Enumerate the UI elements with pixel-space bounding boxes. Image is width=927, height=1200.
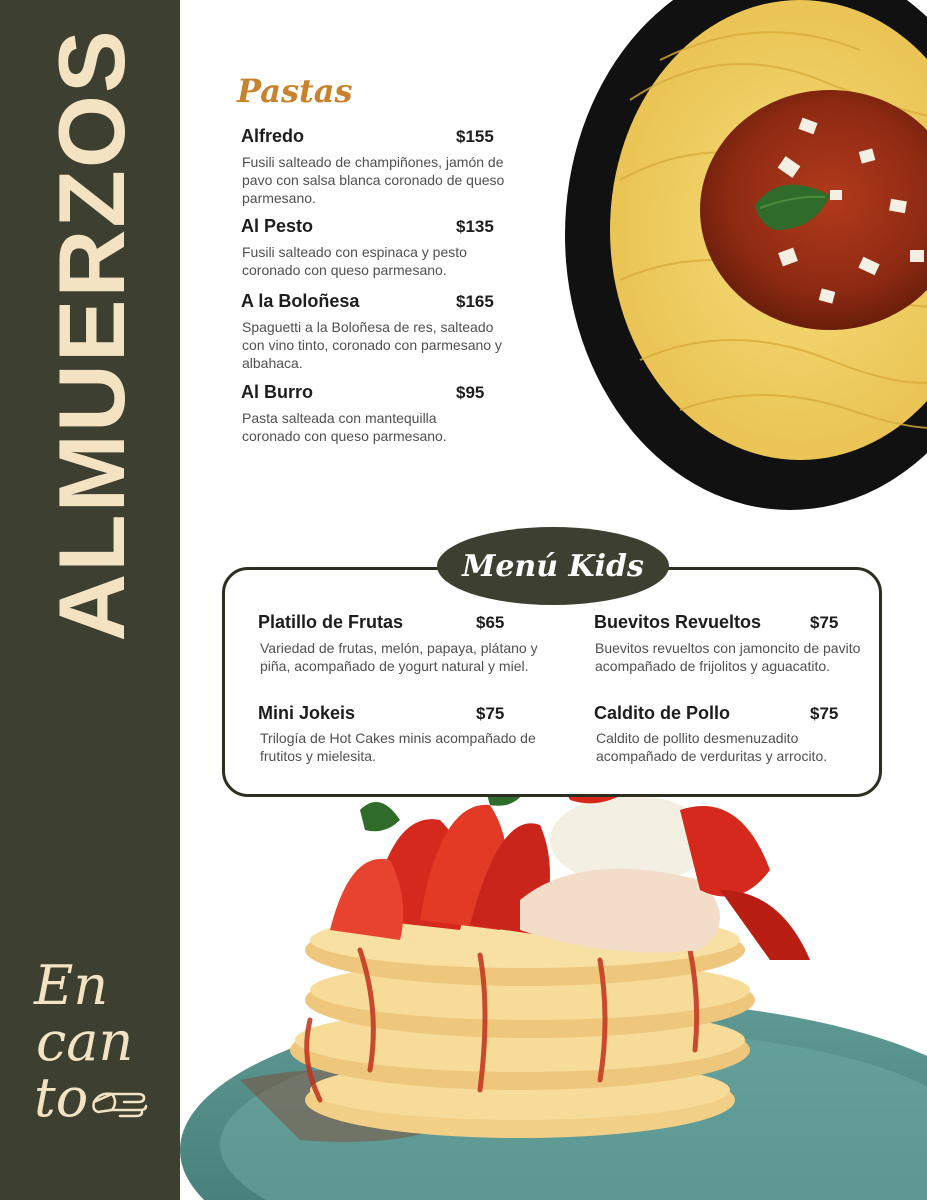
pasta-item-desc: Fusili salteado de champiñones, jamón de pavo con salsa blanca coronado de queso parmesano. xyxy=(242,154,505,206)
pasta-item-name: A la Boloñesa xyxy=(241,291,360,311)
pasta-item-desc: Spaguetti a la Boloñesa de res, salteado con vino tinto, coronado con parmesano y albahaca. xyxy=(242,319,502,371)
kids-item-desc: Caldito de pollito desmenuzadito acompañado de verduritas y arrocito. xyxy=(596,730,828,764)
pasta-item-price: $165 xyxy=(456,292,494,311)
kids-item-price: $65 xyxy=(476,613,505,632)
kids-item-name: Platillo de Frutas xyxy=(258,612,404,632)
pasta-item-price: $95 xyxy=(456,383,485,402)
encanto-logo xyxy=(34,954,164,1148)
pasta-item-name: Al Pesto xyxy=(241,216,314,236)
spaghetti-image xyxy=(560,0,927,510)
kids-item-desc: Buevitos revueltos con jamoncito de pavito acompañado de frijolitos y aguacatito. xyxy=(595,640,861,674)
logo-line-1: En xyxy=(34,954,109,1017)
kids-item-name: Caldito de Pollo xyxy=(594,703,731,723)
pancakes-image xyxy=(180,750,927,1200)
kids-menu-badge xyxy=(437,527,669,605)
pastas-section-title: Pastas xyxy=(237,72,353,110)
pasta-item-desc: Pasta salteada con mantequilla coronado con queso parmesano. xyxy=(242,410,447,444)
sidebar xyxy=(0,0,180,1200)
logo-line-3: to xyxy=(34,1066,89,1129)
hand-icon xyxy=(90,1082,152,1120)
pasta-item-desc: Fusili salteado con espinaca y pesto coronado con queso parmesano. xyxy=(242,244,467,278)
kids-item-name: Buevitos Revueltos xyxy=(594,612,762,632)
kids-item-price: $75 xyxy=(810,704,839,723)
kids-item-price: $75 xyxy=(476,704,505,723)
kids-item-price: $75 xyxy=(810,613,839,632)
pasta-item-price: $135 xyxy=(456,217,494,236)
logo-line-2: can xyxy=(36,1010,134,1073)
kids-section-title: Menú Kids xyxy=(462,548,644,584)
kids-item-desc: Variedad de frutas, melón, papaya, plátano y piña, acompañado de yogurt natural y miel. xyxy=(260,640,538,674)
pasta-item-name: Alfredo xyxy=(241,126,304,146)
page-title: ALMUERZOS xyxy=(39,28,144,642)
kids-item-name: Mini Jokeis xyxy=(258,703,356,723)
pasta-item-name: Al Burro xyxy=(241,382,313,402)
pasta-item-price: $155 xyxy=(456,127,494,146)
kids-item-desc: Trilogía de Hot Cakes minis acompañado de frutitos y mielesita. xyxy=(260,730,536,764)
